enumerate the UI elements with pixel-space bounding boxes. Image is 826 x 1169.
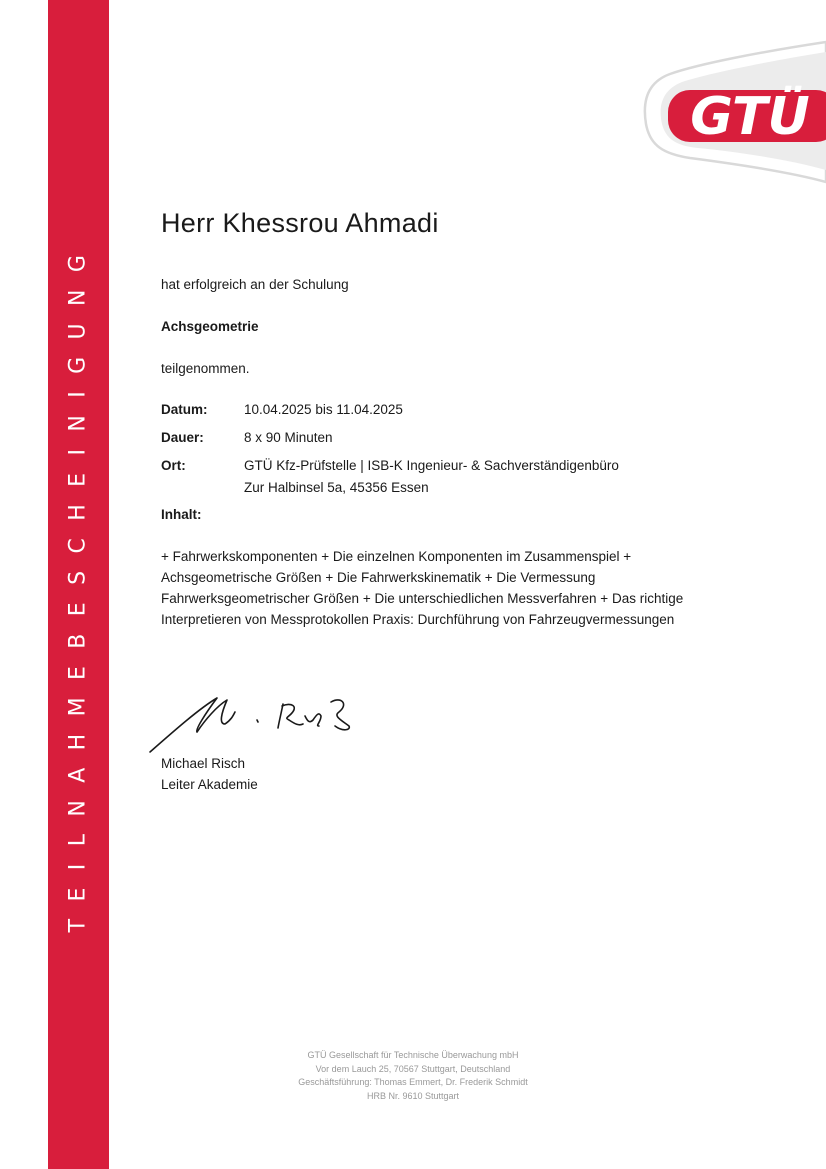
location-line1: GTÜ Kfz-Prüfstelle | ISB-K Ingenieur- & Sachverständigenbüro [244,458,619,473]
duration-label: Dauer: [161,430,204,445]
date-value: 10.04.2025 bis 11.04.2025 [244,402,403,417]
footer-register: HRB Nr. 9610 Stuttgart [366,1090,460,1101]
duration-value: 8 x 90 Minuten [244,430,333,445]
date-label: Datum: [161,402,208,417]
location-line2: Zur Halbinsel 5a, 45356 Essen [244,480,429,495]
gtu-logo [640,36,826,186]
recipient-name: Herr Khessrou Ahmadi [161,208,439,238]
footer-management: Geschäftsführung: Thomas Emmert, Dr. Frederik Schmidt [298,1077,528,1087]
content-label: Inhalt: [161,507,202,522]
company-footer [209,1049,617,1103]
intro-text: hat erfolgreich an der Schulung [161,277,349,292]
signer-role: Leiter Akademie [161,777,258,792]
location-label: Ort: [161,458,186,473]
course-title: Achsgeometrie [161,319,259,334]
course-contents: + Fahrwerkskomponenten + Die einzelnen Komponenten im Zusammenspiel + Achsgeometrische Größen + Die Fahrwerkskinematik + Die Vermessung Fahrwerksgeometrischer Größen + Die unterschiedlichen Messverfahren + Das richtige Interpretieren von Messprotokollen Praxis: Durchführung von Fahrzeugvermessungen [161,549,684,627]
footer-address: Vor dem Lauch 25, 70567 Stuttgart, Deutschland [315,1063,511,1074]
footer-company: GTÜ Gesellschaft für Technische Überwachung mbH [307,1050,519,1060]
signature-image [145,690,365,760]
completion-text: teilgenommen. [161,361,250,376]
certificate-type-title: TEILNAHMEBESCHEINIGUNG [65,237,91,933]
logo-text: GTÜ [690,87,810,147]
signer-name: Michael Risch [161,756,246,771]
